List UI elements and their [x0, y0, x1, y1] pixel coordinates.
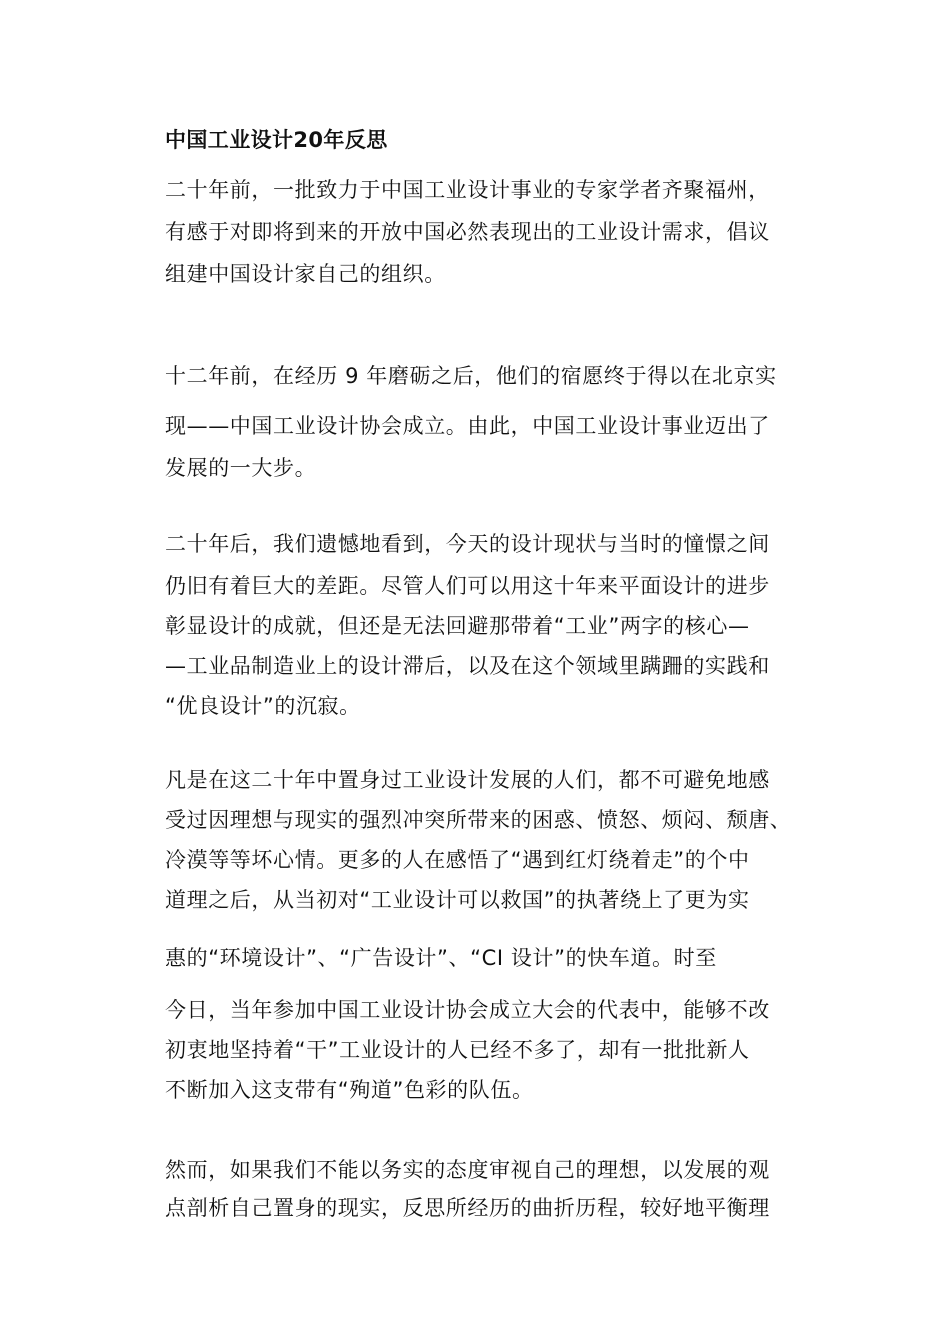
paragraph-4-line-3: 冷漠等等坏心情。更多的人在感悟了“遇到红灯绕着走”的个中 [165, 848, 750, 872]
paragraph-3-line-1: 二十年后，我们遗憾地看到，今天的设计现状与当时的憧憬之间 [165, 532, 770, 556]
paragraph-5-line-1: 然而，如果我们不能以务实的态度审视自己的理想，以发展的观 [165, 1158, 770, 1182]
paragraph-1-line-3: 组建中国设计家自己的组织。 [165, 262, 446, 286]
paragraph-2-line-2: 现——中国工业设计协会成立。由此，中国工业设计事业迈出了 [165, 414, 770, 438]
paragraph-4-line-2: 受过因理想与现实的强烈冲突所带来的困惑、愤怒、烦闷、颓唐、 [165, 808, 792, 832]
paragraph-3-line-5: “优良设计”的沉寂。 [165, 694, 361, 718]
paragraph-4-line-1: 凡是在这二十年中置身过工业设计发展的人们，都不可避免地感 [165, 768, 770, 792]
document-title: 中国工业设计20年反思 [165, 128, 388, 152]
paragraph-3-line-3: 彰显设计的成就，但还是无法回避那带着“工业”两字的核心— [165, 614, 750, 638]
paragraph-4-line-7: 初衷地坚持着“干”工业设计的人已经不多了，却有一批批新人 [165, 1038, 750, 1062]
paragraph-2-line-3: 发展的一大步。 [165, 456, 317, 480]
paragraph-4-line-5: 惠的“环境设计”、“广告设计”、“CI 设计”的快车道。时至 [165, 946, 717, 970]
paragraph-3-line-4: —工业品制造业上的设计滞后，以及在这个领域里蹒跚的实践和 [165, 654, 770, 678]
paragraph-4-line-6: 今日，当年参加中国工业设计协会成立大会的代表中，能够不改 [165, 998, 770, 1022]
paragraph-1-line-1: 二十年前，一批致力于中国工业设计事业的专家学者齐聚福州， [165, 178, 770, 202]
paragraph-3-line-2: 仍旧有着巨大的差距。尽管人们可以用这十年来平面设计的进步 [165, 574, 770, 598]
paragraph-5-line-2: 点剖析自己置身的现实，反思所经历的曲折历程，较好地平衡理 [165, 1196, 770, 1220]
paragraph-1-line-2: 有感于对即将到来的开放中国必然表现出的工业设计需求，倡议 [165, 220, 770, 244]
paragraph-2-line-1: 十二年前，在经历 9 年磨砺之后，他们的宿愿终于得以在北京实 [165, 364, 777, 388]
paragraph-4-line-8: 不断加入这支带有“殉道”色彩的队伍。 [165, 1078, 534, 1102]
paragraph-4-line-4: 道理之后，从当初对“工业设计可以救国”的执著绕上了更为实 [165, 888, 750, 912]
